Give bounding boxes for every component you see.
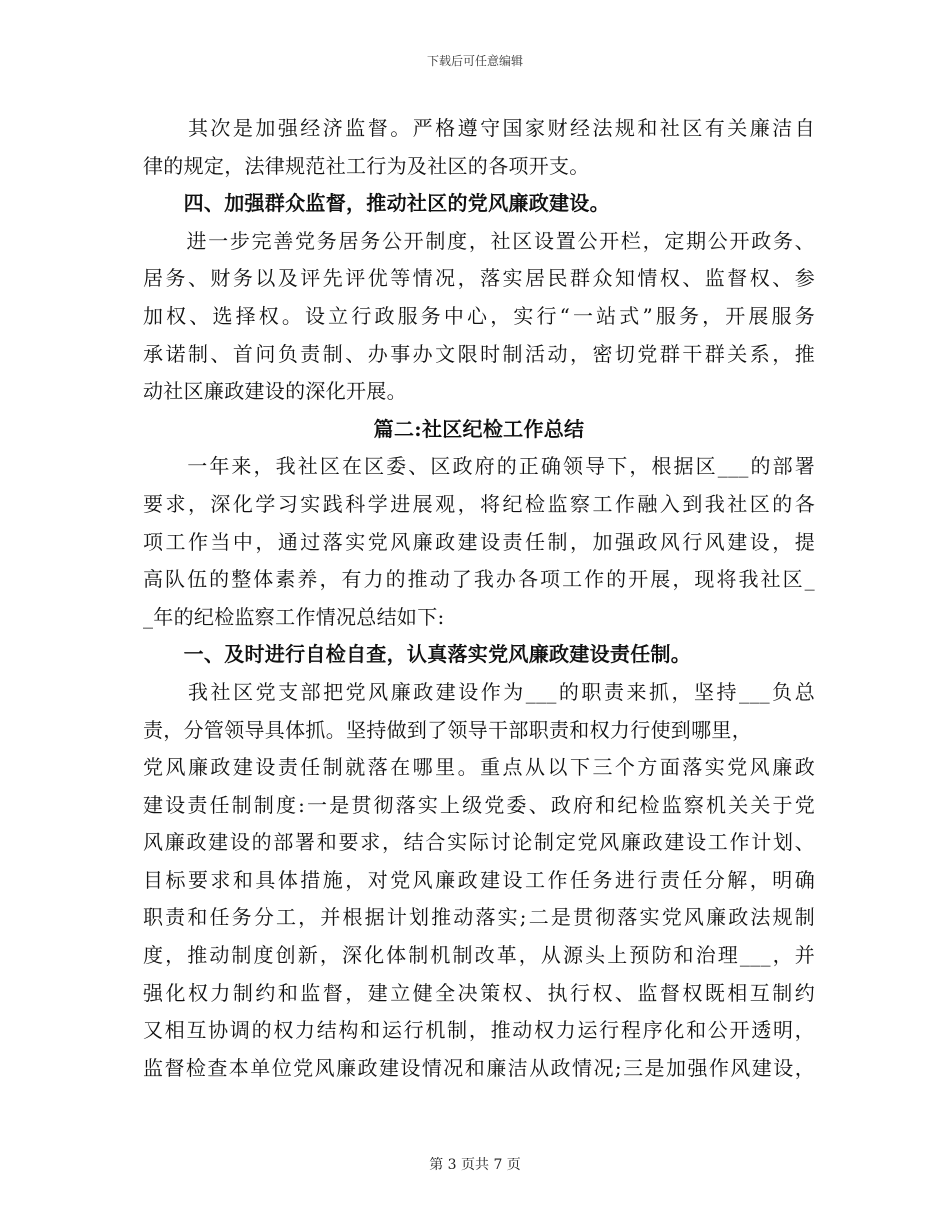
text-line: 建设责任制制度:一是贯彻落实上级党委、政府和纪检监察机关关于党: [143, 792, 815, 817]
text-line: 篇二:社区纪检工作总结: [373, 416, 585, 441]
text-line: 强化权力制约和监督，建立健全决策权、执行权、监督权既相互制约: [143, 980, 815, 1005]
text-line: 动社区廉政建设的深化开展。: [143, 379, 407, 404]
document-body: [143, 110, 815, 1087]
text-line: 一、及时进行自检自查，认真落实党风廉政建设责任制。: [143, 642, 692, 667]
text-line: 职责和任务分工，并根据计划推动落实;二是贯彻落实党风廉政法规制: [143, 905, 815, 930]
text-line: 加权、选择权。设立行政服务中心，实行“一站式”服务，开展服务: [143, 303, 815, 328]
text-line: 要求，深化学习实践科学进展观，将纪检监察工作融入到我社区的各: [143, 491, 815, 516]
text-line: 风廉政建设的部署和要求，结合实际讨论制定党风廉政建设工作计划、: [143, 830, 815, 855]
text-line: 承诺制、首问负责制、办事办文限时制活动，密切党群干群关系，推: [143, 341, 815, 366]
text-line: 项工作当中，通过落实党风廉政建设责任制，加强政风行风建设，提: [143, 529, 815, 554]
page-footer: 第 3 页共 7 页: [429, 1157, 521, 1173]
text-line: _年的纪检监察工作情况总结如下:: [143, 604, 445, 629]
text-line: 一年来，我社区在区委、区政府的正确领导下，根据区___的部署: [143, 454, 815, 479]
text-line: 其次是加强经济监督。严格遵守国家财经法规和社区有关廉洁自: [143, 116, 815, 140]
text-line: 责，分管领导具体抓。坚持做到了领导干部职责和权力行使到哪里，: [143, 717, 752, 742]
text-line: 我社区党支部把党风廉政建设作为___的职责来抓，坚持___负总: [143, 679, 815, 704]
text-line: 律的规定，法律规范社工行为及社区的各项开支。: [143, 153, 590, 178]
text-line: 居务、财务以及评先评优等情况，落实居民群众知情权、监督权、参: [143, 266, 815, 291]
page-header: 下载后可任意编辑: [426, 54, 523, 68]
text-line: 进一步完善党务居务公开制度，社区设置公开栏，定期公开政务、: [143, 228, 815, 253]
text-line: 高队伍的整体素养，有力的推动了我办各项工作的开展，现将我社区_: [143, 567, 815, 592]
text-line: 四、加强群众监督，推动社区的党风廉政建设。: [143, 191, 610, 216]
text-line: 党风廉政建设责任制就落在哪里。重点从以下三个方面落实党风廉政: [143, 755, 815, 780]
text-line: 度，推动制度创新，深化体制机制改革，从源头上预防和治理___，并: [143, 943, 815, 968]
text-line: 又相互协调的权力结构和运行机制，推动权力运行程序化和公开透明，: [143, 1018, 815, 1043]
text-line: 目标要求和具体措施，对党风廉政建设工作任务进行责任分解，明确: [143, 867, 815, 892]
text-line: 监督检查本单位党风廉政建设情况和廉洁从政情况;三是加强作风建设，: [143, 1055, 815, 1080]
